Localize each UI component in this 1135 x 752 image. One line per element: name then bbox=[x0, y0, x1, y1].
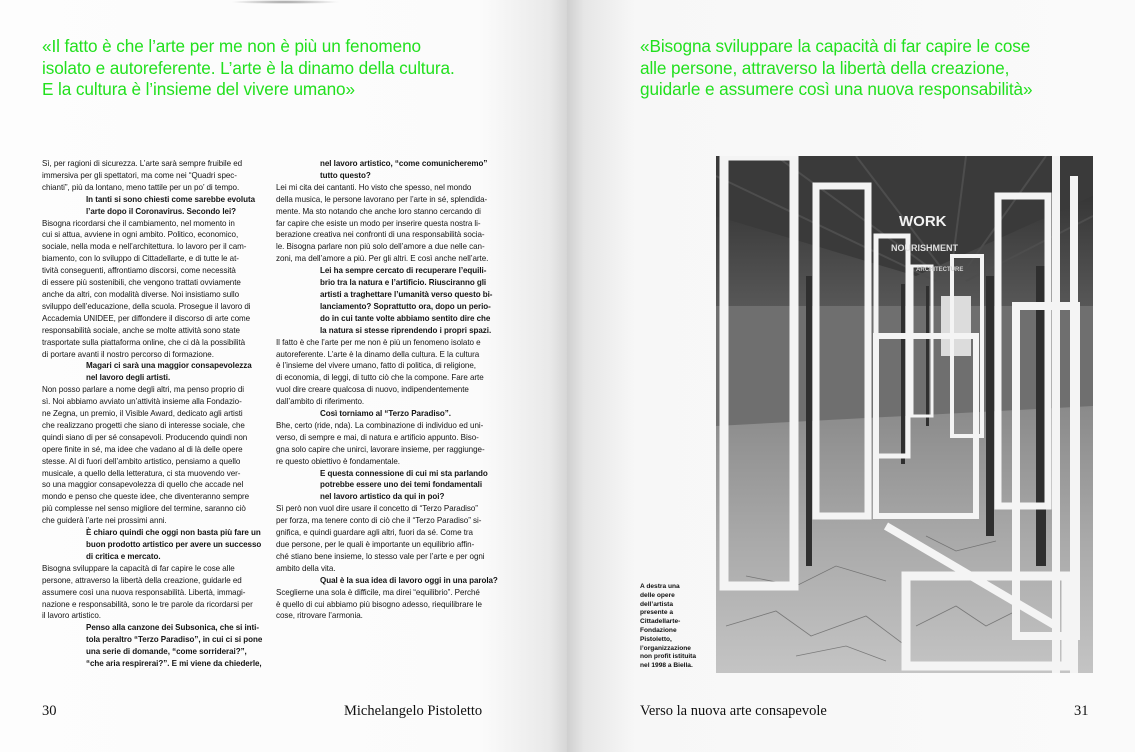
caption-line: non profit istituita bbox=[640, 653, 697, 661]
body-text-line: stesse. Al di fuori dell’ambito artistico, pensiamo a quello bbox=[42, 456, 241, 466]
body-text-line: anche da altri, con modalità diverse. Noi insistiamo sullo bbox=[42, 289, 240, 299]
interview-question-line: Penso alla canzone dei Subsonica, che si inti- bbox=[86, 623, 259, 633]
body-text-line: Bisogna ricordarsi che il cambiamento, nel momento in bbox=[42, 218, 235, 228]
body-text-line: quindi siano di per sé consapevoli. Producendo quindi non bbox=[42, 432, 248, 442]
interview-question-line: In tanti si sono chiesti come sarebbe evoluta bbox=[86, 194, 256, 204]
text-column-1 bbox=[42, 158, 274, 670]
pull-quote-line: E la cultura è l’insieme del vivere umano» bbox=[42, 79, 355, 100]
body-text-line: della musica, le persone lavorano per l’arte in sé, splendida- bbox=[276, 194, 488, 204]
photo-caption bbox=[640, 583, 712, 671]
body-text-line: Sceglierne una sola è difficile, ma direi “equilibrio”. Perché bbox=[276, 587, 480, 597]
body-text-line: cose, ritrovare l’armonia. bbox=[276, 611, 363, 621]
body-text-line: Bhe, certo (ride, nda). La combinazione di individuo ed uni- bbox=[276, 420, 484, 430]
body-text-line: più complesse nel senso migliore del termine, saranno ciò bbox=[42, 504, 246, 514]
interview-question-line: Lei ha sempre cercato di recuperare l’equili- bbox=[320, 266, 487, 276]
pull-quote-line: guidarle e assumere così una nuova responsabilità» bbox=[640, 79, 1033, 100]
body-text-line: responsabilità sociale, anche se molte attività sono state bbox=[42, 325, 240, 335]
body-text-line: gna solo capire che unirci, lavorare insieme, per raggiunge- bbox=[276, 444, 485, 454]
caption-line: Cittadellarte- bbox=[640, 618, 681, 626]
body-text-line: berazione creativa nei confronti di una responsabilità socia- bbox=[276, 230, 485, 240]
body-text-line: di portare avanti il nostro percorso di formazione. bbox=[42, 349, 214, 359]
interview-question-line: la natura si stesse riprendendo i propri spazi. bbox=[320, 325, 492, 335]
body-text-line: mondo e penso che queste idee, che diventeranno sempre bbox=[42, 492, 250, 502]
body-text-line: Accademia UNIDEE, per diffondere il discorso di arte come bbox=[42, 313, 251, 323]
body-text-line: che realizzano progetti che siano di interesse sociale, che bbox=[42, 420, 245, 430]
caption-line: l’organizzazione bbox=[640, 644, 691, 652]
body-text-line: per forza, ma tenere conto di ciò che il “Terzo Paradiso” si- bbox=[276, 516, 482, 526]
body-text-line: immersiva per gli spettatori, ma come nei “Quadri spec- bbox=[42, 170, 237, 180]
right-page bbox=[567, 0, 1135, 752]
body-text-line: il lavoro artistico. bbox=[42, 611, 101, 621]
body-text-line: Sì però non vuol dire usare il concetto di “Terzo Paradiso” bbox=[276, 504, 478, 514]
body-text-line: ne Zegna, un premio, il Visible Award, dedicato agli artisti bbox=[42, 409, 243, 419]
body-text-line: vuol dire creare qualcosa di nuovo, indipendentemente bbox=[276, 385, 469, 395]
body-text-line: re questo obiettivo è fondamentale. bbox=[276, 456, 400, 466]
page-number-left: 30 bbox=[42, 703, 57, 719]
body-text-line: gnifica, e quindi guardare agli altri, fuori da sé. Come tra bbox=[276, 528, 473, 538]
left-page bbox=[0, 0, 567, 752]
body-text-line: nazione e responsabilità, sono le tre parole da ricordarsi per bbox=[42, 599, 253, 609]
body-text-line: assumere così una nuova responsabilità. Libertà, immagi- bbox=[42, 587, 246, 597]
caption-line: dell’artista bbox=[640, 600, 673, 608]
body-text-line: musicale, a quello della letteratura, ci sta muovendo ver- bbox=[42, 468, 241, 478]
interview-question-line: brio tra la natura e l’artificio. Riusciranno gli bbox=[320, 278, 487, 288]
body-text-line: verso, di sempre e mai, di natura e artificio appunto. Biso- bbox=[276, 432, 479, 442]
interview-question-line: tutto questo? bbox=[320, 170, 371, 180]
body-text-line: autoreferente. L’arte è la dinamo della cultura. E la cultura bbox=[276, 349, 480, 359]
caption-line: presente a bbox=[640, 609, 673, 617]
sign-nourishment: NOURISHMENT bbox=[891, 243, 958, 253]
interview-question-line: Qual è la sua idea di lavoro oggi in una parola? bbox=[320, 575, 498, 585]
running-head-author: Michelangelo Pistoletto bbox=[344, 703, 483, 719]
body-text-line: chianti”, più da lontano, meno tattile per un po’ di tempo. bbox=[42, 182, 240, 192]
sign-work: WORK bbox=[899, 213, 947, 230]
interview-question-line: “che aria respirerai?”. E mi viene da chiederle, bbox=[86, 659, 262, 669]
caption-line: Fondazione bbox=[640, 626, 677, 634]
body-text-line: ambito della vita. bbox=[276, 563, 336, 573]
body-text-line: sì. Noi abbiamo avviato un’attività insieme alla Fondazio- bbox=[42, 397, 242, 407]
left-pull-quote bbox=[42, 36, 512, 101]
photo-illustration bbox=[716, 156, 1093, 673]
body-text-line: due persone, per le quali è importante un equilibrio affin- bbox=[276, 540, 475, 549]
body-text-line: Lei mi cita dei cantanti. Ho visto che spesso, nel mondo bbox=[276, 182, 472, 192]
body-text-line: Bisogna sviluppare la capacità di far capire le cose alle bbox=[42, 563, 235, 573]
body-text-line: che guiderà l’arte nei prossimi anni. bbox=[42, 516, 167, 526]
interview-question-line: di critica e mercato. bbox=[86, 551, 161, 561]
body-text-line: sviluppo dell’educazione, della scuola. Prosegue il lavoro di bbox=[42, 301, 251, 311]
body-text-line: di economia, di leggi, di tutto ciò che la compone. Fare arte bbox=[276, 373, 484, 383]
interview-question-line: nel lavoro artistico, “come comunicheremo” bbox=[320, 159, 488, 168]
body-text-line: Sì, per ragioni di sicurezza. L’arte sarà sempre fruibile ed bbox=[42, 159, 243, 168]
caption-line: delle opere bbox=[640, 591, 675, 599]
body-text-line: di essere più sostenibili, che vengono trattati ovviamente bbox=[42, 278, 241, 288]
interview-question-line: È chiaro quindi che oggi non basta più fare un bbox=[86, 528, 261, 538]
caption-line: A destra una bbox=[640, 583, 680, 590]
pull-quote-line: «Bisogna sviluppare la capacità di far capire le cose bbox=[640, 36, 1031, 56]
interview-question-line: Così torniamo al “Terzo Paradiso”. bbox=[320, 409, 451, 419]
body-text-line: far capire che esiste un modo per inserire questa nostra li- bbox=[276, 218, 481, 228]
right-pull-quote bbox=[640, 36, 1100, 101]
interview-question-line: E questa connessione di cui mi sta parlando bbox=[320, 468, 488, 478]
body-text-line: Il fatto è che l’arte per me non è più un fenomeno isolato e bbox=[276, 337, 481, 347]
page-number-right: 31 bbox=[1074, 703, 1089, 719]
interview-question-line: do in cui tante volte abbiamo sentito dire che bbox=[320, 313, 491, 323]
sign-architecture: ARCHITECTURE bbox=[916, 267, 964, 273]
interview-question-line: l’arte dopo il Coronavirus. Secondo lei? bbox=[86, 206, 237, 216]
running-head-title: Verso la nuova arte consapevole bbox=[640, 703, 827, 719]
body-text-line: le. Bisogna parlare non più solo dell’amore a due nelle can- bbox=[276, 242, 485, 252]
interview-question-line: nel lavoro artistico da qui in poi? bbox=[320, 492, 445, 502]
pull-quote-line: alle persone, attraverso la libertà della creazione, bbox=[640, 57, 1010, 78]
text-column-2 bbox=[276, 158, 508, 622]
interview-question-line: potrebbe essere uno dei temi fondamentali bbox=[320, 480, 483, 490]
body-text-line: persone, attraverso la libertà della creazione, guidarle ed bbox=[42, 575, 242, 585]
body-text-line: cui si attua, avviene in ogni ambito. Politico, economico, bbox=[42, 230, 239, 240]
artwork-photo bbox=[716, 156, 1093, 673]
caption-line: nel 1998 a Biella. bbox=[640, 662, 693, 670]
body-text-line: sociale, nella moda e nell’architettura. Io lavoro per il cam- bbox=[42, 242, 247, 252]
body-text-line: Non posso parlare a nome degli altri, ma penso proprio di bbox=[42, 385, 245, 395]
interview-question-line: Magari ci sarà una maggior consapevolezza bbox=[86, 361, 252, 371]
body-text-line: mente. Ma sto notando che anche loro stanno cercando di bbox=[276, 206, 481, 216]
body-text-line: zoni, ma dell’amore a più. Per gli altri. E così anche nell’arte. bbox=[276, 254, 489, 264]
body-text-line: è l’insieme del vivere umano, fatto di politica, di religione, bbox=[276, 361, 476, 371]
body-text-line: so una maggior consapevolezza di quello che accade nel bbox=[42, 480, 244, 490]
interview-question-line: una serie di domande, “come sorriderai?”, bbox=[86, 647, 247, 657]
body-text-line: biamento, con lo sviluppo di Cittadellarte, e di tutte le at- bbox=[42, 254, 239, 264]
page-top-shadow bbox=[230, 0, 340, 4]
pull-quote-line: «Il fatto è che l’arte per me non è più un fenomeno bbox=[42, 36, 422, 56]
body-text-line: ché stiano bene insieme, lo stesso vale per l’arte e per ogni bbox=[276, 551, 485, 561]
body-text-line: dall’ambito di riferimento. bbox=[276, 397, 365, 407]
interview-question-line: lanciamento? Soprattutto ora, dopo un perio- bbox=[320, 301, 491, 311]
body-text-line: opere finite in sé, ma idee che vadano al di là delle opere bbox=[42, 444, 243, 454]
interview-question-line: buon prodotto artistico per avere un successo bbox=[86, 540, 262, 549]
body-text-line: tività conseguenti, affrontiamo discorsi, come necessità bbox=[42, 266, 236, 276]
interview-question-line: nel lavoro degli artisti. bbox=[86, 373, 171, 383]
interview-question-line: artisti a traghettare l’umanità verso questo bi- bbox=[320, 289, 493, 299]
caption-line: Pistoletto, bbox=[640, 635, 672, 643]
body-text-line: è quello di cui abbiamo più bisogno adesso, riequilibrare le bbox=[276, 599, 482, 609]
interview-question-line: tola peraltro “Terzo Paradiso”, in cui ci si pone bbox=[86, 635, 263, 645]
pull-quote-line: isolato e autoreferente. L’arte è la dinamo della cultura. bbox=[42, 57, 455, 78]
body-text-line: trasportate sulla piattaforma online, che ci dà la possibilità bbox=[42, 337, 246, 347]
